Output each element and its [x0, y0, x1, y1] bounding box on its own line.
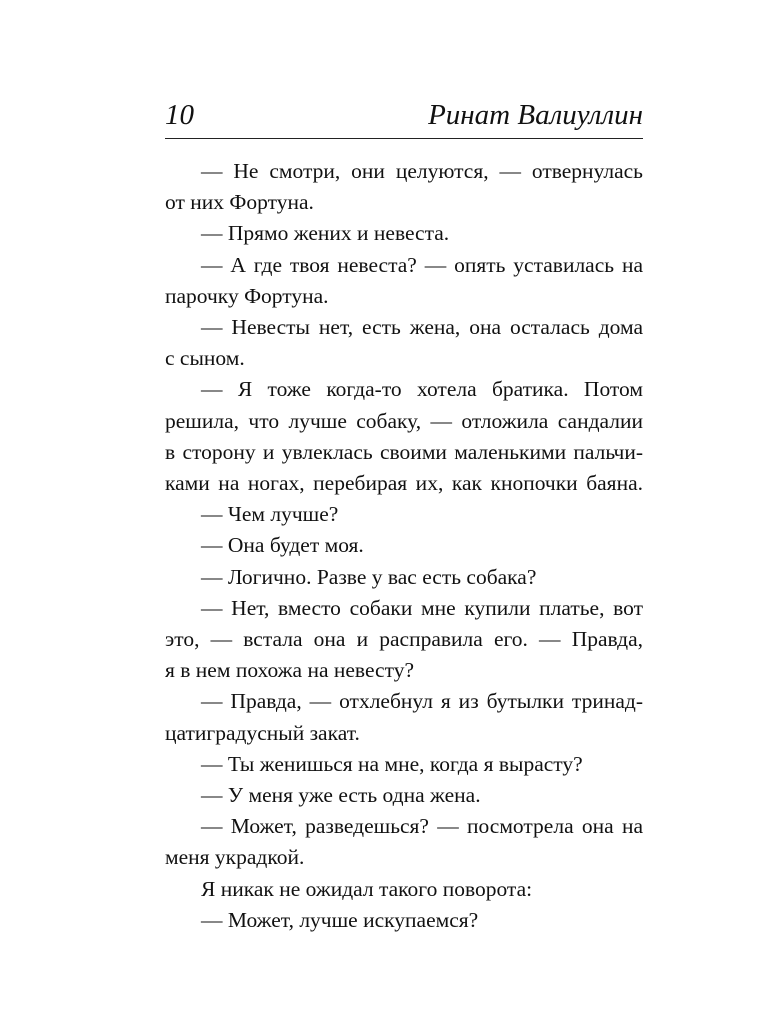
text-line: — Может, разведешься? — посмотрела она на	[201, 814, 643, 839]
text-line: — Я тоже когда-то хотела братика. Потом	[201, 377, 643, 402]
paragraph	[165, 530, 643, 561]
text-line: — Чем лучше?	[201, 502, 339, 527]
text-line: Я никак не ожидал такого поворота:	[201, 876, 533, 901]
text-line: я в нем похожа на невесту?	[165, 658, 414, 683]
text-line: от них Фортуна.	[165, 190, 314, 215]
text-line: это, — встала она и расправила его. — Правда,	[165, 627, 643, 652]
paragraph	[165, 905, 643, 936]
text-line: решила, что лучше собаку, — отложила сандалии	[165, 408, 643, 433]
paragraph	[165, 250, 643, 312]
text-line: — Она будет моя.	[201, 533, 364, 558]
paragraph	[165, 811, 643, 873]
paragraph	[165, 374, 643, 499]
text-line: — Ты женишься на мне, когда я вырасту?	[201, 751, 583, 776]
text-line: меня украдкой.	[165, 845, 305, 870]
running-head-author: Ринат Валиуллин	[428, 99, 643, 131]
text-line: — Нет, вместо собаки мне купили платье, вот	[201, 595, 643, 620]
text-line: парочку Фортуна.	[165, 283, 329, 308]
page-number: 10	[165, 99, 194, 131]
text-line: — У меня уже есть одна жена.	[201, 783, 481, 808]
paragraph	[165, 218, 643, 249]
paragraph	[165, 593, 643, 687]
text-line: с сыном.	[165, 346, 245, 371]
text-line: в сторону и увлеклась своими маленькими пальчи-	[165, 439, 643, 464]
paragraph	[165, 749, 643, 780]
text-line: ками на ногах, перебирая их, как кнопочки баяна.	[165, 471, 643, 496]
paragraph	[165, 686, 643, 748]
paragraph	[165, 562, 643, 593]
text-line: — А где твоя невеста? — опять уставилась на	[201, 252, 643, 277]
paragraph	[165, 499, 643, 530]
body-text	[165, 156, 643, 936]
text-line: цатиградусный закат.	[165, 720, 360, 745]
text-line: — Правда, — отхлебнул я из бутылки тринад-	[201, 689, 643, 714]
paragraph	[165, 312, 643, 374]
paragraph	[165, 874, 643, 905]
text-line: — Не смотри, они целуются, — отвернулась	[201, 159, 643, 183]
text-line: — Невесты нет, есть жена, она осталась дома	[201, 315, 643, 340]
paragraph	[165, 780, 643, 811]
text-line: — Логично. Разве у вас есть собака?	[201, 564, 537, 589]
text-line: — Может, лучше искупаемся?	[201, 907, 479, 932]
page-header	[165, 98, 643, 139]
text-line: — Прямо жених и невеста.	[201, 221, 450, 246]
paragraph	[165, 156, 643, 218]
